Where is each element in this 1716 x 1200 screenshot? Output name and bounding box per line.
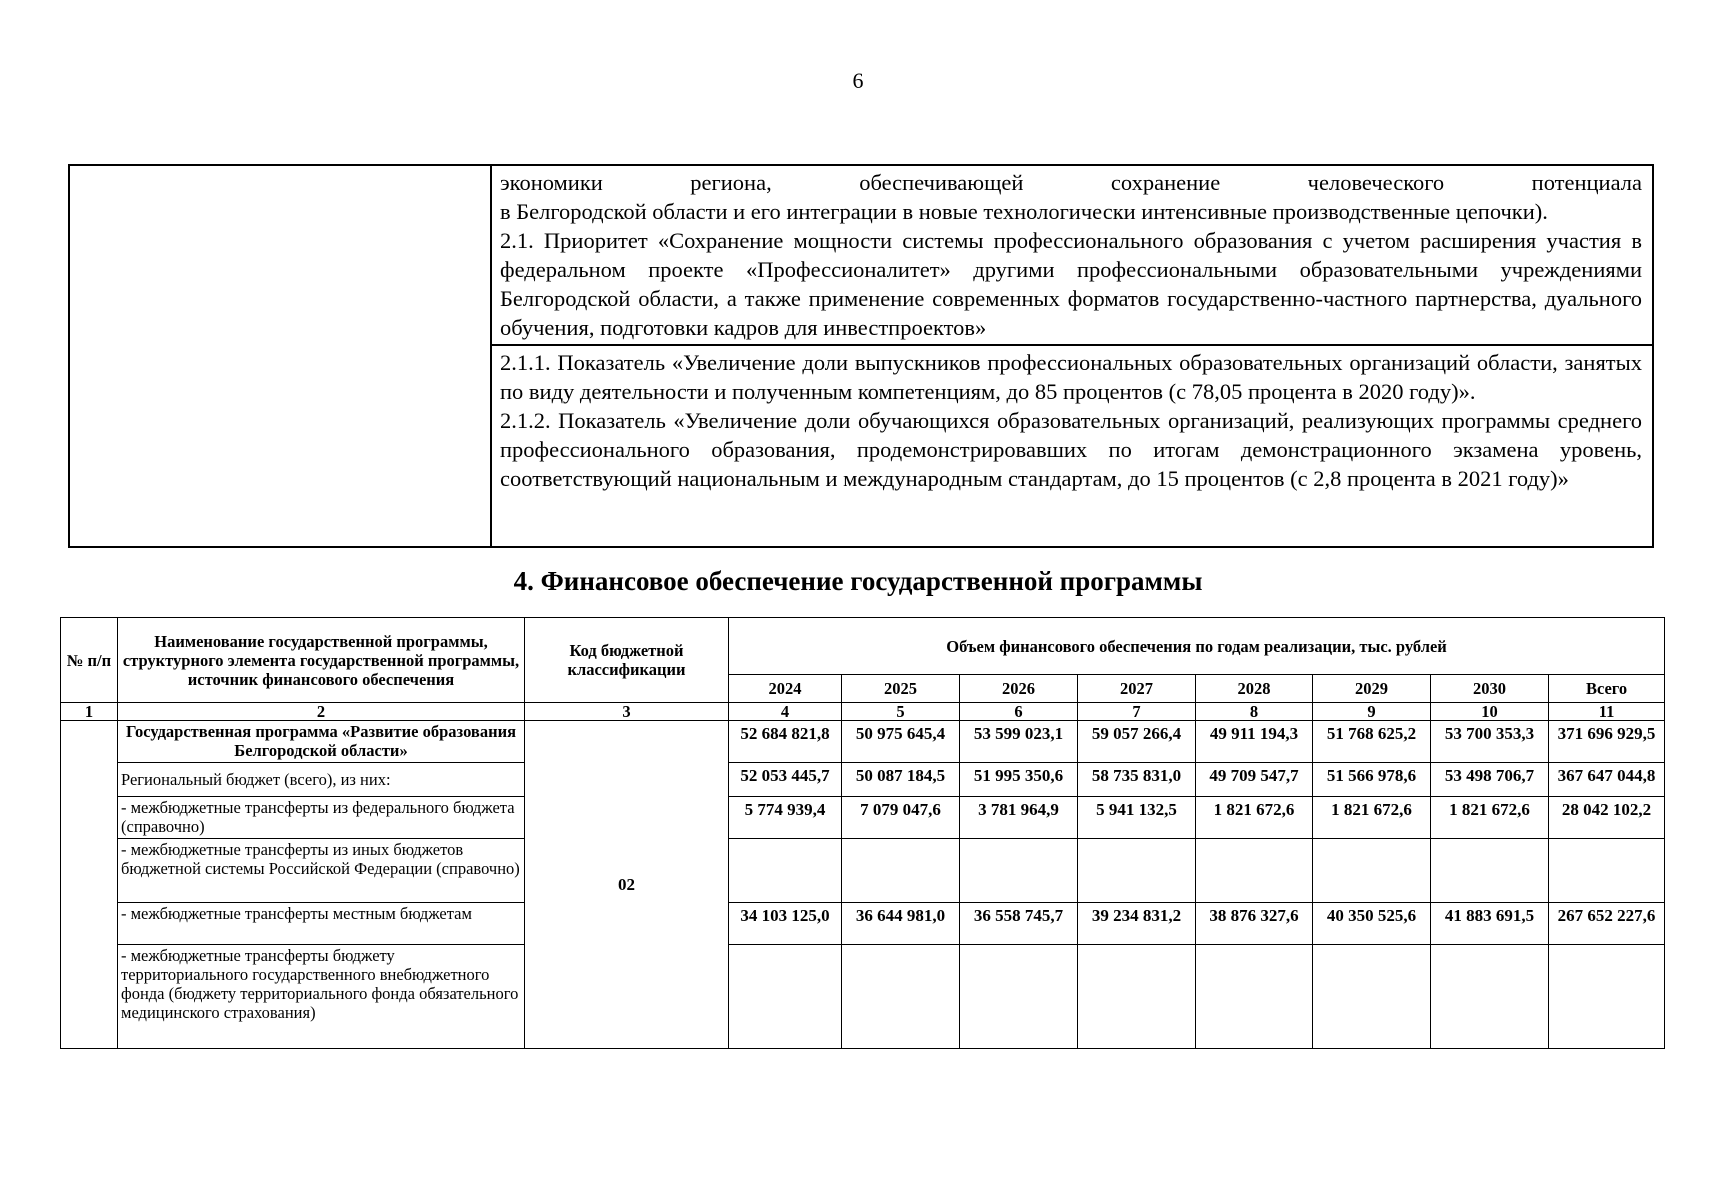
value-cell: 36 558 745,7 [960, 903, 1078, 945]
value-cell [1313, 945, 1431, 1049]
header-year: 2030 [1431, 675, 1549, 703]
value-cell: 50 975 645,4 [842, 721, 960, 763]
table-row [61, 839, 1665, 903]
value-cell [1313, 839, 1431, 903]
value-cell: 28 042 102,2 [1549, 797, 1665, 839]
column-index: 1 [61, 703, 118, 721]
value-cell: 59 057 266,4 [1078, 721, 1196, 763]
value-cell: 3 781 964,9 [960, 797, 1078, 839]
table-row [61, 721, 1665, 763]
value-cell: 51 995 350,6 [960, 763, 1078, 797]
value-cell: 371 696 929,5 [1549, 721, 1665, 763]
value-cell: 34 103 125,0 [729, 903, 842, 945]
value-cell: 5 774 939,4 [729, 797, 842, 839]
row-name: - межбюджетные трансферты бюджету территориального государственного внебюджетного фонда (бюджету территориального фонда обязательного медицинского страхования) [118, 945, 525, 1049]
indicator-2-1-1: 2.1.1. Показатель «Увеличение доли выпускников профессиональных образовательных организаций области, занятых по виду деятельности и полученным компетенциям, до 85 процентов (с 78,05 процента в 2020 году)». [500, 350, 1642, 404]
value-cell: 5 941 132,5 [1078, 797, 1196, 839]
indicator-2-1-2: 2.1.2. Показатель «Увеличение доли обучающихся образовательных организаций, реализующих программы среднего профессионального образования, продемонстрировавших по итогам демонстрационного экзамена уровень, соответствующий национальным и международным стандартам, до 15 процентов (с 2,8 процента в 2021 году)» [500, 408, 1642, 491]
row-name: Государственная программа «Развитие образования Белгородской области» [118, 721, 525, 763]
empty-left-cell [69, 165, 491, 547]
priorities-table [68, 164, 1654, 548]
value-cell: 51 768 625,2 [1313, 721, 1431, 763]
value-cell [960, 945, 1078, 1049]
value-cell [729, 945, 842, 1049]
column-index: 6 [960, 703, 1078, 721]
column-index-row [61, 703, 1665, 721]
header-year: 2027 [1078, 675, 1196, 703]
header-year: 2026 [960, 675, 1078, 703]
header-year: 2024 [729, 675, 842, 703]
header-year: 2029 [1313, 675, 1431, 703]
value-cell: 53 498 706,7 [1431, 763, 1549, 797]
value-cell [1431, 839, 1549, 903]
header-number: № п/п [61, 618, 118, 703]
column-index: 2 [118, 703, 525, 721]
value-cell: 49 911 194,3 [1196, 721, 1313, 763]
goal-text-line-2: в Белгородской области и его интеграции в новые технологически интенсивные производственные цепочки). [500, 199, 1548, 224]
value-cell [1431, 945, 1549, 1049]
goal-text-line-1: экономики региона, обеспечивающей сохранение человеческого потенциала [500, 170, 1642, 195]
value-cell: 58 735 831,0 [1078, 763, 1196, 797]
column-index: 9 [1313, 703, 1431, 721]
column-index: 7 [1078, 703, 1196, 721]
value-cell [960, 839, 1078, 903]
value-cell [1549, 839, 1665, 903]
row-name: - межбюджетные трансферты из иных бюджетов бюджетной системы Российской Федерации (справочно) [118, 839, 525, 903]
value-cell: 41 883 691,5 [1431, 903, 1549, 945]
financing-table [60, 617, 1665, 1049]
value-cell: 39 234 831,2 [1078, 903, 1196, 945]
table-row [61, 763, 1665, 797]
value-cell: 50 087 184,5 [842, 763, 960, 797]
value-cell: 1 821 672,6 [1431, 797, 1549, 839]
value-cell: 1 821 672,6 [1196, 797, 1313, 839]
column-index: 10 [1431, 703, 1549, 721]
priority-2-1: 2.1. Приоритет «Сохранение мощности системы профессионального образования с учетом расширения участия в федеральном проекте «Профессионалитет» другими профессиональными образовательными учреждениями Белгородской области, а также применение современных форматов государственно-частного партнерства, дуального обучения, подготовки кадров для инвестпроектов» [500, 228, 1642, 340]
value-cell [1078, 945, 1196, 1049]
page-number: 6 [852, 68, 864, 93]
row-name: - межбюджетные трансферты местным бюджетам [118, 903, 525, 945]
value-cell: 53 599 023,1 [960, 721, 1078, 763]
header-code: Код бюджетной классификации [525, 618, 729, 703]
value-cell [1078, 839, 1196, 903]
table-row [61, 903, 1665, 945]
row-name: Региональный бюджет (всего), из них: [118, 763, 525, 797]
column-index: 11 [1549, 703, 1665, 721]
table-row [61, 797, 1665, 839]
budget-code: 02 [525, 721, 729, 1049]
value-cell: 49 709 547,7 [1196, 763, 1313, 797]
column-index: 4 [729, 703, 842, 721]
value-cell [729, 839, 842, 903]
header-volume: Объем финансового обеспечения по годам реализации, тыс. рублей [729, 618, 1665, 675]
header-name: Наименование государственной программы, структурного элемента государственной программы, источник финансового обеспечения [118, 618, 525, 703]
value-cell: 367 647 044,8 [1549, 763, 1665, 797]
value-cell: 38 876 327,6 [1196, 903, 1313, 945]
table-row [61, 945, 1665, 1049]
column-index: 5 [842, 703, 960, 721]
value-cell: 52 053 445,7 [729, 763, 842, 797]
value-cell: 40 350 525,6 [1313, 903, 1431, 945]
value-cell: 267 652 227,6 [1549, 903, 1665, 945]
value-cell [1549, 945, 1665, 1049]
header-year: 2025 [842, 675, 960, 703]
section-title: 4. Финансовое обеспечение государственной программы [513, 566, 1203, 596]
value-cell: 53 700 353,3 [1431, 721, 1549, 763]
header-total: Всего [1549, 675, 1665, 703]
value-cell [1196, 839, 1313, 903]
value-cell [1196, 945, 1313, 1049]
column-index: 3 [525, 703, 729, 721]
row-name: - межбюджетные трансферты из федерального бюджета (справочно) [118, 797, 525, 839]
value-cell: 7 079 047,6 [842, 797, 960, 839]
indicators-cell [491, 345, 1653, 547]
value-cell: 51 566 978,6 [1313, 763, 1431, 797]
value-cell [842, 945, 960, 1049]
value-cell: 52 684 821,8 [729, 721, 842, 763]
value-cell: 1 821 672,6 [1313, 797, 1431, 839]
priority-cell [491, 165, 1653, 345]
row-number-cell [61, 721, 118, 1049]
header-year: 2028 [1196, 675, 1313, 703]
value-cell [842, 839, 960, 903]
column-index: 8 [1196, 703, 1313, 721]
value-cell: 36 644 981,0 [842, 903, 960, 945]
